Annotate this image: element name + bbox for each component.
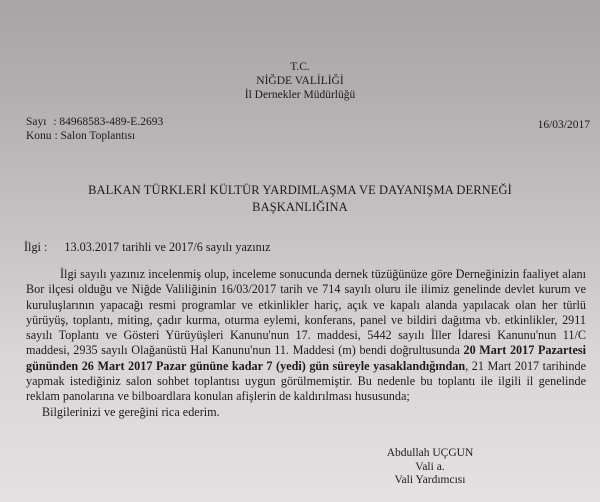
ban-period: gününden 26 Mart 2017 Pazar gününe kadar 7 (yedi) gün süreyle yasaklandığından	[26, 358, 466, 373]
addressee-line1: BALKAN TÜRKLERİ KÜLTÜR YARDIMLAŞMA VE DAYANIŞMA DERNEĞİ	[88, 183, 512, 197]
body-line: reklam panolarına ve bilboardlara konulan afişlerin de kaldırılması hususunda;	[26, 389, 410, 404]
body-text-segment: , 21 Mart 2017 tarihinde	[465, 358, 587, 373]
ban-start-date: 20 Mart 2017 Pazartesi	[463, 343, 586, 358]
body-line: yapmak istediğiniz salon sohbet toplantısı uygun görülmemiştir. Bu nedenle bu toplantı ile ilgili il genelinde	[26, 374, 586, 389]
body-line	[26, 359, 586, 374]
letterhead-department: İl Dernekler Müdürlüğü	[244, 89, 356, 101]
body-line: İlgi sayılı yazınız incelenmiş olup, inceleme sonucunda dernek tüzüğünüze göre Derneğinizin faaliyet alanı	[60, 267, 586, 281]
ilgi-label: İlgi :	[24, 240, 48, 254]
body-line: kuruluşlarının yapacağı resmi programlar ve etkinlikler hariç, açık ve kapalı alanda yapılacak olan her türlü	[26, 297, 586, 312]
body-line: yürüyüş, toplantı, miting, çadır kurma, oturma eylemi, konferans, panel ve bildiri dağıtma vb. etkinlikler, 2911	[26, 312, 586, 327]
konu-value: : Salon Toplantısı	[54, 130, 136, 142]
sayi-value: : 84968583-489-E.2693	[53, 116, 164, 128]
body-line	[26, 343, 586, 358]
letter-body	[26, 267, 586, 420]
body-line: sayılı Toplantı ve Gösteri Yürüyüşleri Kanunu'nun 17. maddesi, 5442 sayılı İller İdaresi Kanunu'nun 11/C	[26, 328, 586, 343]
signature-block	[370, 447, 490, 488]
reference-number	[26, 115, 163, 129]
signatory-on-behalf: Vali a.	[415, 460, 445, 473]
letterhead-authority: NİĞDE VALİLİĞİ	[256, 75, 344, 87]
ilgi-value: 13.03.2017 tarihli ve 2017/6 sayılı yazınız	[64, 240, 271, 254]
letterhead-country: T.C.	[290, 61, 310, 73]
body-line: Bor ilçesi olduğu ve Niğde Valiliğinin 16/03/2017 tarih ve 714 sayılı oluru ile ilimiz genelinde devlet kurum ve	[26, 282, 586, 297]
signatory-title: Vali Yardımcısı	[394, 474, 466, 486]
closing-line: Bilgilerinizi ve gereğini rica ederim.	[42, 404, 220, 419]
sayi-label: Sayı	[26, 116, 47, 128]
reference-line	[24, 240, 271, 254]
body-text-segment: maddesi, 2935 sayılı Olağanüstü Hal Kanunu'nun 11. Maddesi (m) bendi doğrultusunda	[26, 343, 464, 358]
letter-date: 16/03/2017	[537, 119, 590, 131]
subject	[26, 129, 135, 143]
konu-label: Konu	[26, 130, 52, 142]
addressee-line2: BAŞKANLIĞINA	[252, 200, 348, 214]
signatory-name: Abdullah UÇGUN	[386, 447, 474, 459]
